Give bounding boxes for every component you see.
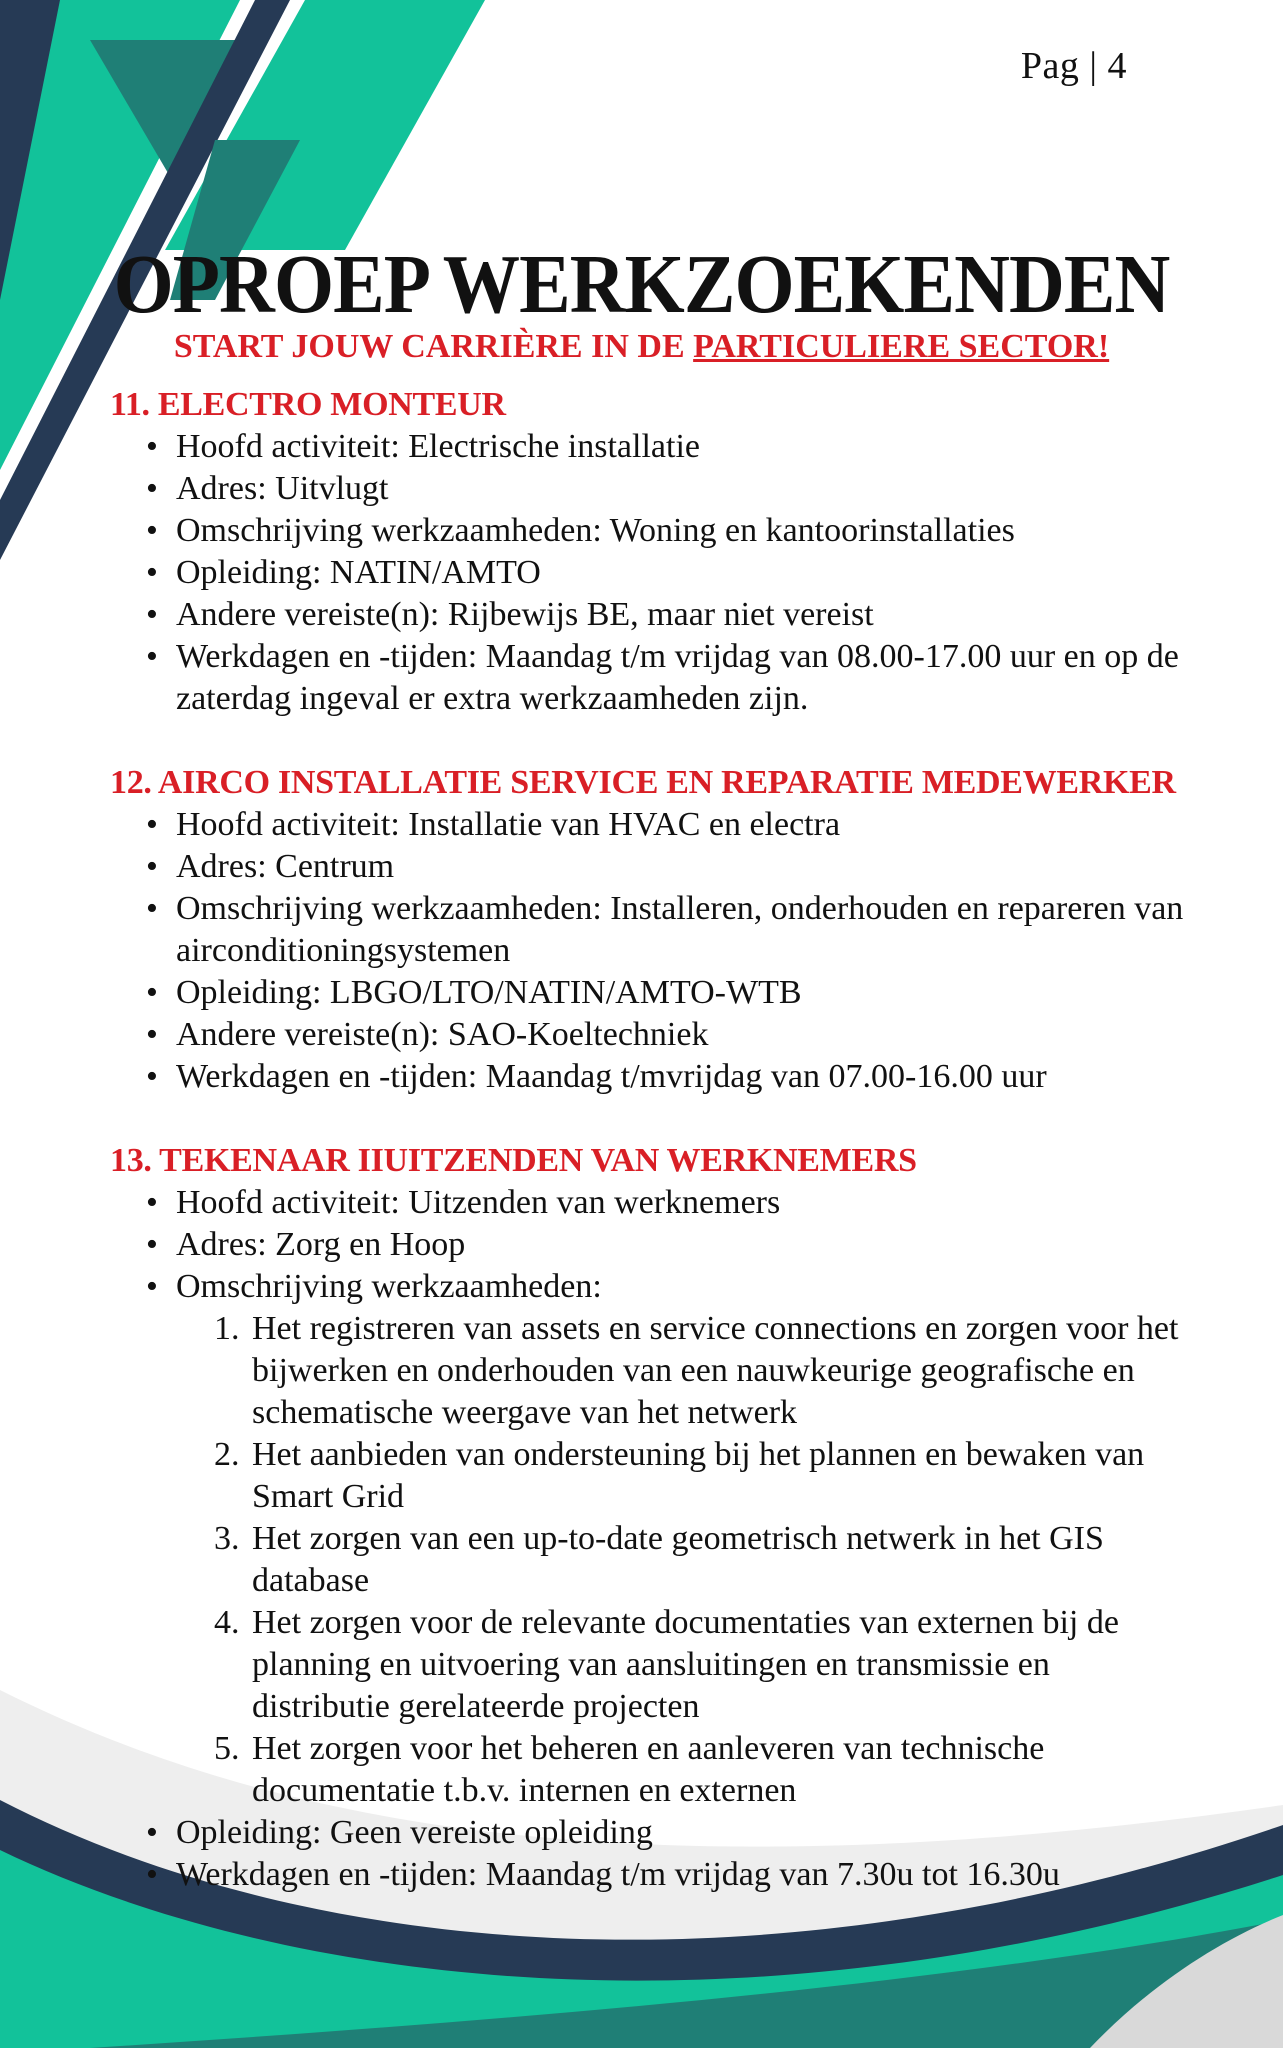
item-number: 5. [214,1730,240,1767]
list-item: • Hoofd activiteit: Electrische installatie [176,426,1190,468]
list-item [176,1266,1190,1812]
list-item: • Adres: Zorg en Hoop [176,1224,1190,1266]
section-spacer [110,1098,1190,1140]
numbered-list [176,1308,1190,1812]
list-item: • Hoofd activiteit: Installatie van HVAC en electra [176,804,1190,846]
bullet-list [110,426,1190,720]
bullet-list [110,804,1190,1098]
item-number: 2. [214,1436,240,1473]
page-subtitle [0,328,1283,366]
item-number: 3. [214,1520,240,1557]
page-title: OPROEP WERKZOEKENDEN [113,238,1170,331]
item-text: Het registreren van assets en service connections en zorgen voor het bijwerken en onderhouden van een nauwkeurige geografische en schematische weergave van het netwerk [252,1310,1179,1431]
item-text: Het aanbieden van ondersteuning bij het plannen en bewaken van Smart Grid [252,1436,1145,1515]
numbered-item [214,1434,1190,1518]
list-item: • Werkdagen en -tijden: Maandag t/m vrijdag van 7.30u tot 16.30u [176,1854,1190,1896]
item-number: 1. [214,1310,240,1347]
section-heading: 11. ELECTRO MONTEUR [110,386,506,423]
item-number: 4. [214,1604,240,1641]
page-number: Pag | 4 [1020,45,1127,87]
list-item: • Andere vereiste(n): SAO-Koeltechniek [176,1014,1190,1056]
list-item: • Andere vereiste(n): Rijbewijs BE, maar niet vereist [176,594,1190,636]
list-item: • Adres: Centrum [176,846,1190,888]
vacancy-section-13 [110,1140,1190,1896]
numbered-item [214,1728,1190,1812]
section-spacer [110,720,1190,762]
list-item: • Adres: Uitvlugt [176,468,1190,510]
list-item: • Omschrijving werkzaamheden: Woning en kantoorinstallaties [176,510,1190,552]
vacancy-section-11 [110,384,1190,720]
vacancy-list [110,384,1190,1896]
list-item: • Werkdagen en -tijden: Maandag t/m vrijdag van 08.00-17.00 uur en op de zaterdag ingeval er extra werkzaamheden zijn. [176,636,1190,720]
section-heading: 12. AIRCO INSTALLATIE SERVICE EN REPARATIE MEDEWERKER [110,764,1176,801]
section-heading: 13. TEKENAAR IIUITZENDEN VAN WERKNEMERS [110,1142,917,1179]
list-item: • Opleiding: LBGO/LTO/NATIN/AMTO-WTB [176,972,1190,1014]
numbered-item [214,1518,1190,1602]
list-item: • Omschrijving werkzaamheden: Installeren, onderhouden en repareren van airconditioningsystemen [176,888,1190,972]
subtitle-prefix: START JOUW CARRIÈRE IN DE [173,328,694,365]
item-text: Het zorgen voor het beheren en aanleveren van technische documentatie t.b.v. internen en externen [252,1730,1045,1809]
list-item-label: Omschrijving werkzaamheden: [176,1268,602,1305]
numbered-item [214,1308,1190,1434]
list-item: • Hoofd activiteit: Uitzenden van werknemers [176,1182,1190,1224]
list-item: • Opleiding: Geen vereiste opleiding [176,1812,1190,1854]
bullet-list [110,1182,1190,1896]
item-text: Het zorgen voor de relevante documentaties van externen bij de planning en uitvoering van aansluitingen en transmissie en distributie gerelateerde projecten [252,1604,1119,1725]
list-item: • Opleiding: NATIN/AMTO [176,552,1190,594]
subtitle-underlined: PARTICULIERE SECTOR! [693,328,1110,365]
vacancy-section-12 [110,762,1190,1098]
numbered-item [214,1602,1190,1728]
item-text: Het zorgen van een up-to-date geometrisch netwerk in het GIS database [252,1520,1104,1599]
list-item: • Werkdagen en -tijden: Maandag t/mvrijdag van 07.00-16.00 uur [176,1056,1190,1098]
